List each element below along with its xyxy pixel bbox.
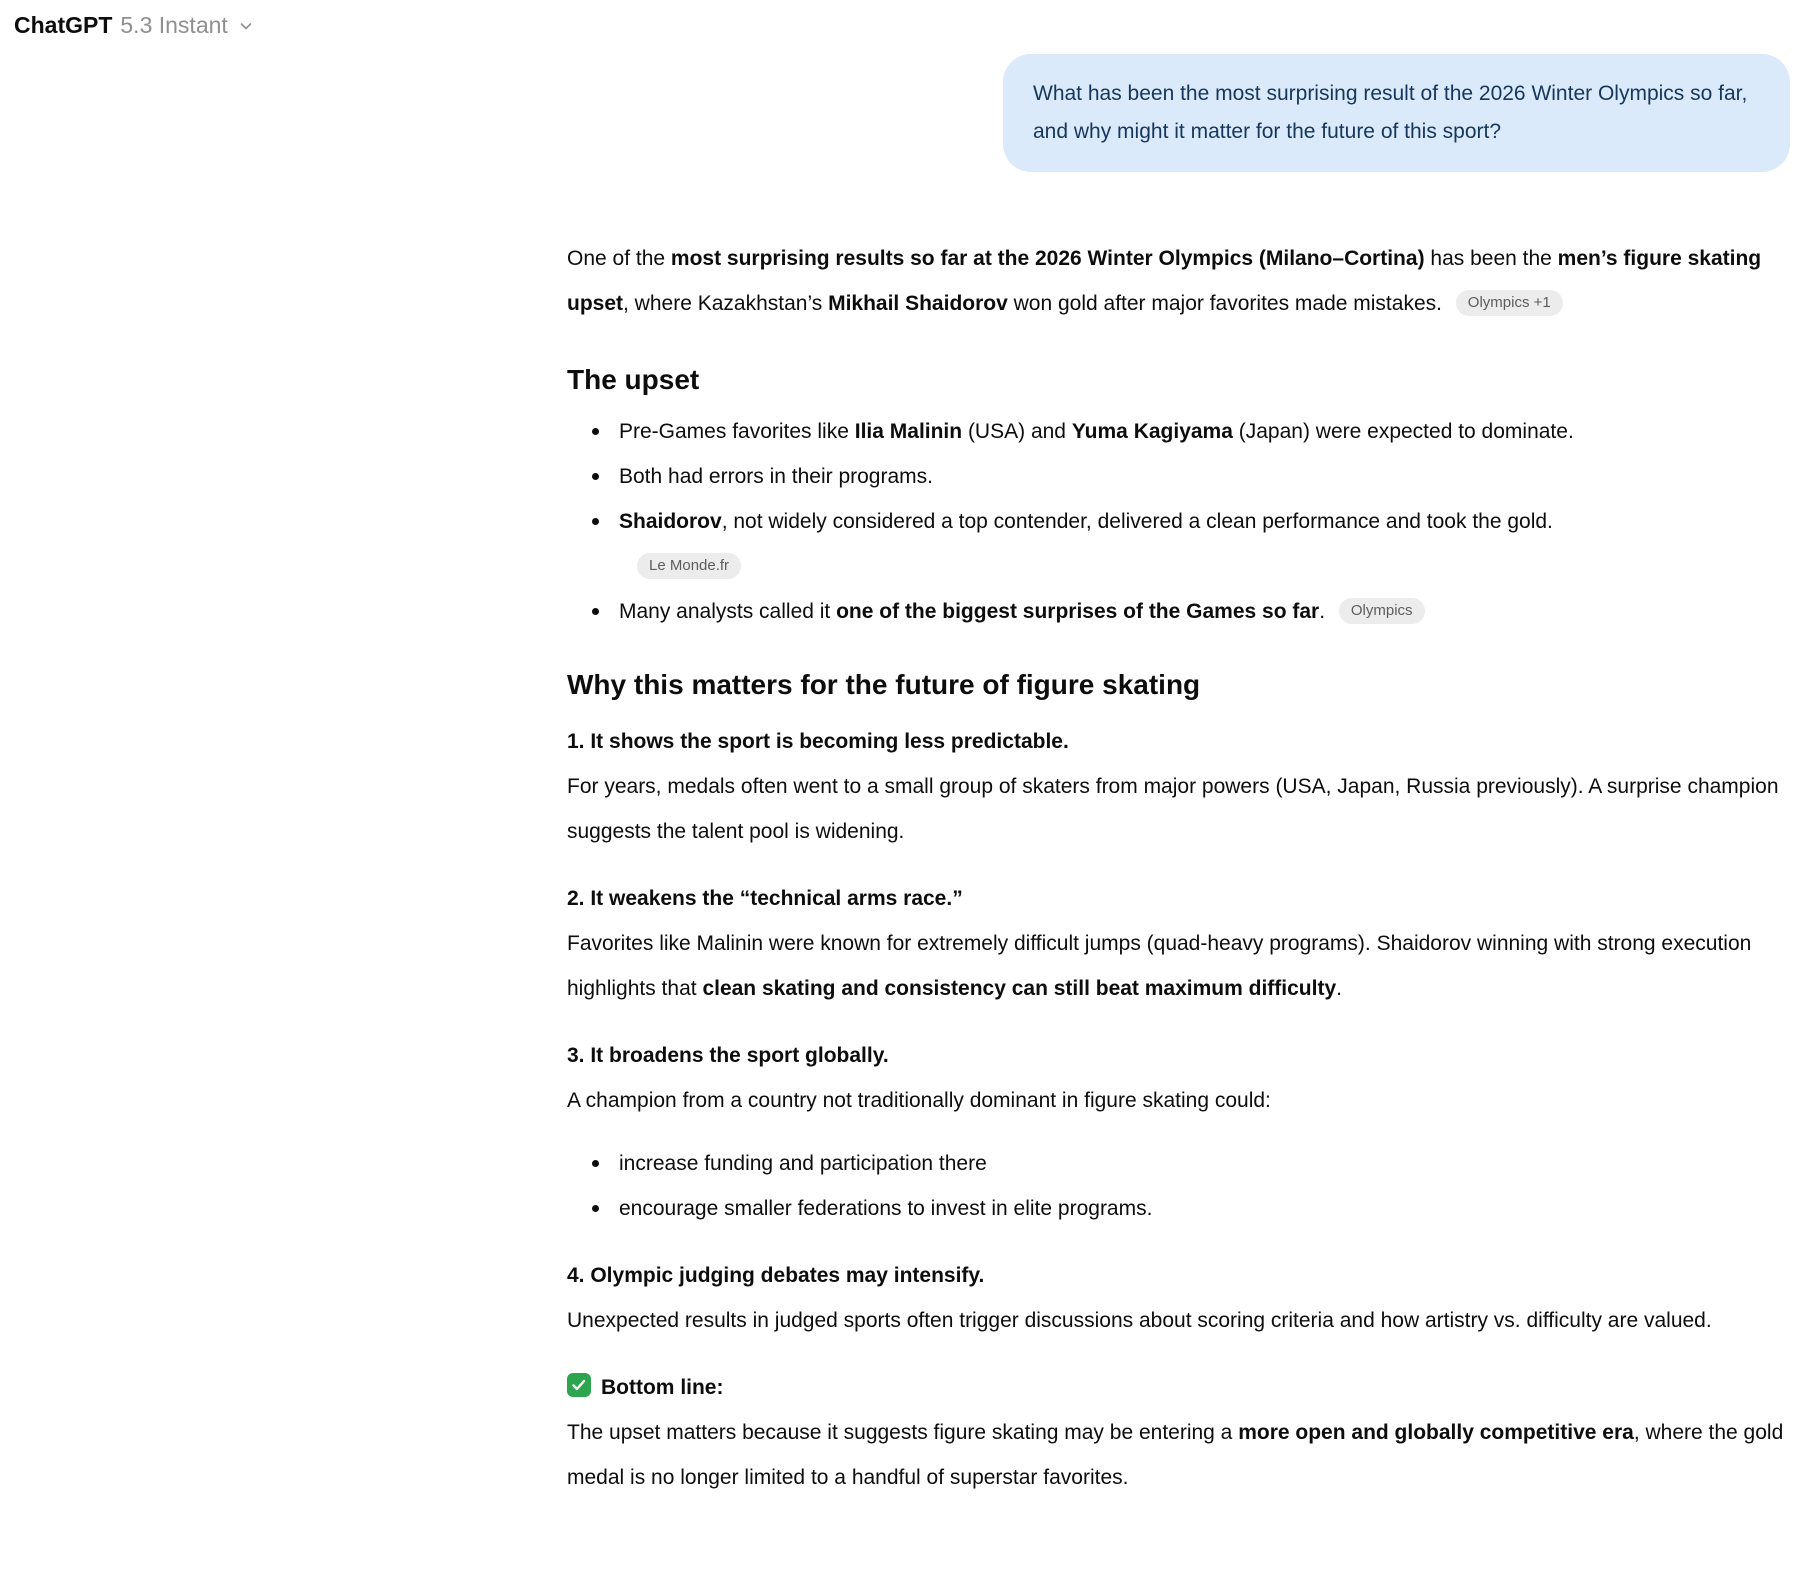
citation-pill[interactable]: Olympics +1	[1456, 290, 1563, 316]
list-item	[567, 1141, 1790, 1186]
list-item	[567, 1186, 1790, 1231]
why-point-1	[567, 719, 1790, 854]
point-body: A champion from a country not traditionally dominant in figure skating could:	[567, 1089, 1271, 1112]
why-point-4	[567, 1253, 1790, 1343]
list-item-text: encourage smaller federations to invest in elite programs.	[619, 1197, 1153, 1220]
list-item-text: Pre-Games favorites like Ilia Malinin (USA) and Yuma Kagiyama (Japan) were expected to dominate.	[619, 420, 1574, 443]
list-item-text: Shaidorov, not widely considered a top contender, delivered a clean performance and took the gold.	[619, 510, 1553, 533]
list-item-text: Many analysts called it one of the biggest surprises of the Games so far. Olympics	[619, 600, 1425, 623]
upset-list	[567, 409, 1790, 634]
list-item	[567, 499, 1790, 589]
user-message-bubble	[1003, 54, 1790, 172]
user-message-text: What has been the most surprising result of the 2026 Winter Olympics so far, and why might it matter for the future of this sport?	[1033, 82, 1748, 143]
list-item	[567, 454, 1790, 499]
assistant-message	[567, 236, 1790, 1500]
list-item-text: Both had errors in their programs.	[619, 465, 933, 488]
model-switcher-button[interactable]	[14, 12, 254, 39]
point-title: 4. Olympic judging debates may intensify.	[567, 1264, 985, 1287]
point-title: 2. It weakens the “technical arms race.”	[567, 887, 963, 910]
why-sublist	[567, 1141, 1790, 1231]
why-point-2	[567, 876, 1790, 1011]
model-name: 5.3 Instant	[120, 12, 228, 38]
bottom-line-body: The upset matters because it suggests figure skating may be entering a more open and globally competitive era, where the gold medal is no longer limited to a handful of superstar favorites.	[567, 1421, 1784, 1489]
intro-paragraph: One of the most surprising results so far at the 2026 Winter Olympics (Milano–Cortina) has been the men’s figure skating upset, where Kazakhstan’s Mikhail Shaidorov won gold after major favorites made mistakes. Olympics +1	[567, 247, 1762, 315]
app-name: ChatGPT	[14, 12, 113, 38]
point-body: For years, medals often went to a small group of skaters from major powers (USA, Japan, Russia previously). A surprise champion suggests the talent pool is widening.	[567, 775, 1779, 843]
citation-pill[interactable]: Le Monde.fr	[637, 553, 741, 579]
section-heading-why: Why this matters for the future of figure skating	[567, 669, 1201, 700]
list-item-text: increase funding and participation there	[619, 1152, 987, 1175]
citation-pill[interactable]: Olympics	[1339, 598, 1425, 624]
conversation	[567, 0, 1790, 1500]
section-heading-upset: The upset	[567, 364, 700, 395]
citation-row	[619, 544, 1790, 589]
point-body: Favorites like Malinin were known for extremely difficult jumps (quad-heavy programs). Shaidorov winning with strong execution highlights that clean skating and consistency can still beat maximum difficulty.	[567, 932, 1752, 1000]
bottom-line-title: Bottom line:	[601, 1376, 724, 1399]
bottom-line-title-row	[567, 1365, 1790, 1410]
point-title: 3. It broadens the sport globally.	[567, 1044, 889, 1067]
point-title: 1. It shows the sport is becoming less predictable.	[567, 730, 1069, 753]
list-item	[567, 409, 1790, 454]
list-item	[567, 589, 1790, 634]
point-body: Unexpected results in judged sports often trigger discussions about scoring criteria and how artistry vs. difficulty are valued.	[567, 1309, 1712, 1332]
chevron-down-icon	[238, 18, 254, 34]
bottom-line	[567, 1365, 1790, 1500]
why-point-3	[567, 1033, 1790, 1231]
user-message-row	[567, 54, 1790, 172]
check-mark-emoji-icon	[567, 1373, 591, 1397]
